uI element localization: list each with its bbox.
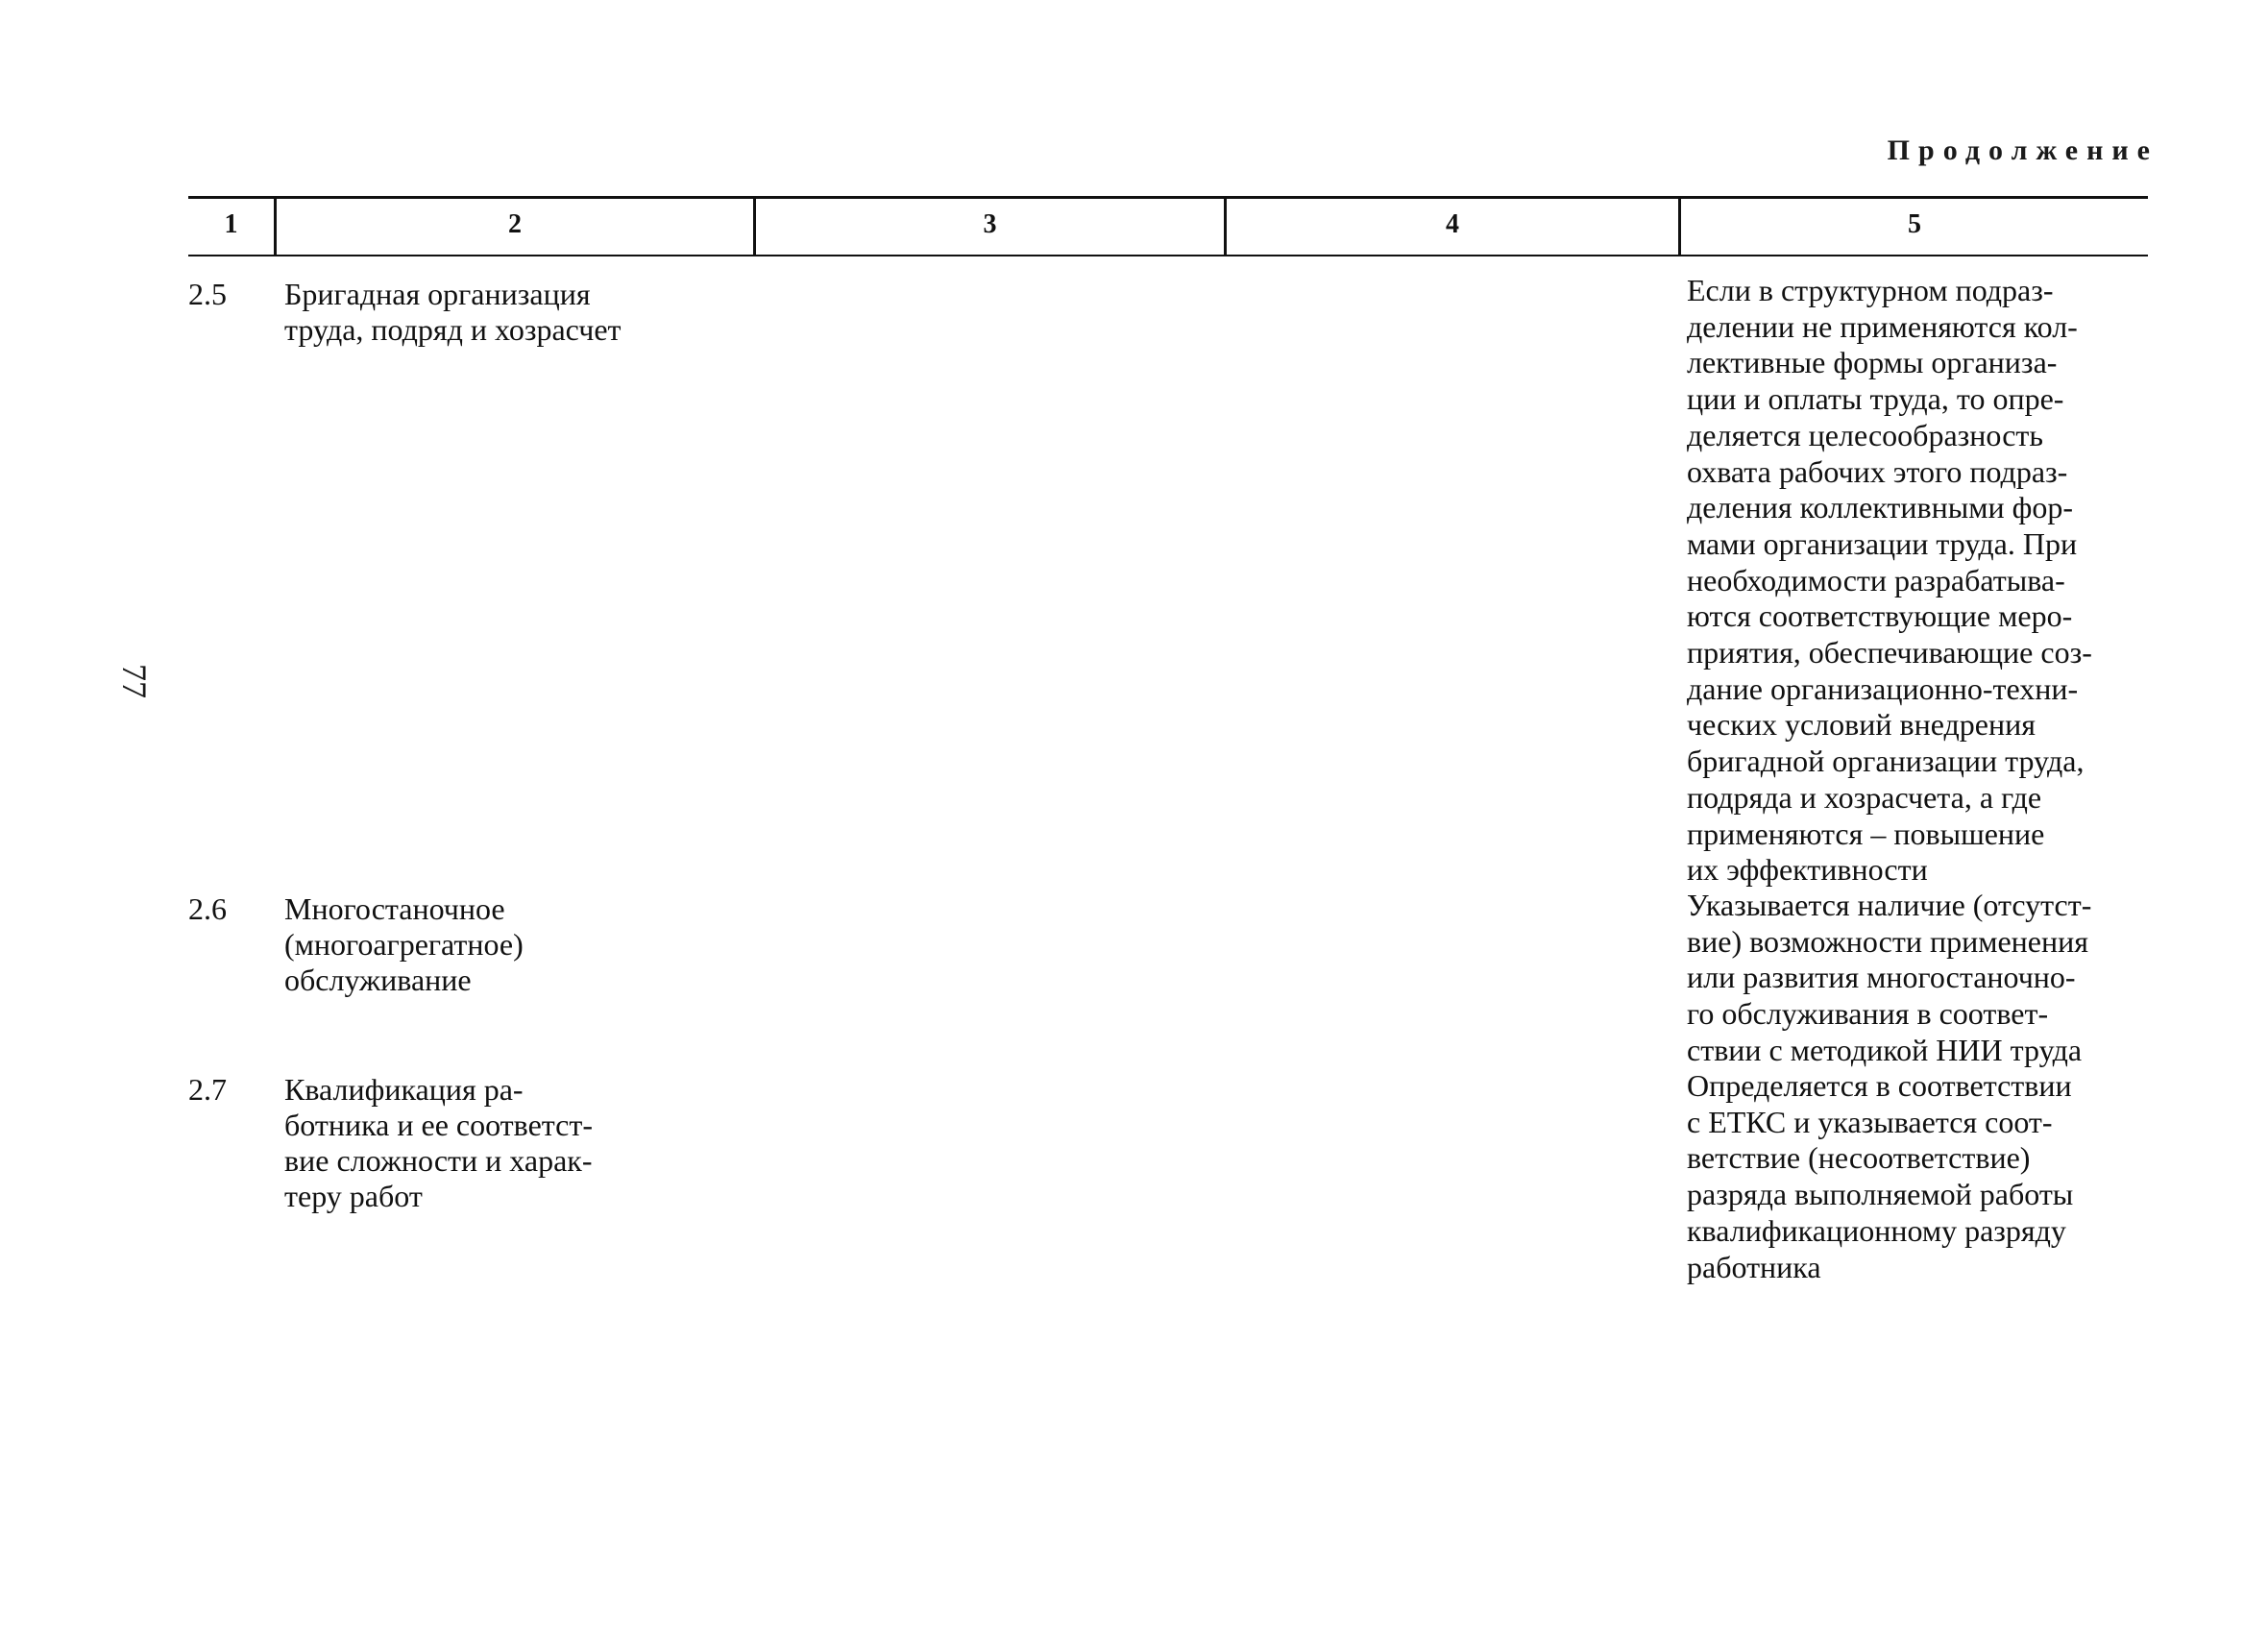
- column-header-4: 4: [1446, 209, 1459, 239]
- row-number: 2.5: [188, 277, 227, 311]
- row-number: 2.7: [188, 1072, 227, 1107]
- table-top-rule: [188, 196, 2148, 199]
- column-header-1: 1: [224, 209, 238, 239]
- column-header-3: 3: [983, 209, 997, 239]
- row-note: Указывается наличие (отсутст- вие) возможности применения или развития многостаночно- го обслуживания в соответ- ствии с методикой НИИ труда: [1687, 888, 2092, 1067]
- table-header-bottom-rule: [188, 255, 2148, 256]
- continuation-label: Продолжение: [1887, 134, 2158, 166]
- row-title: Бригадная организация труда, подряд и хозрасчет: [284, 277, 622, 347]
- column-header-2: 2: [508, 209, 522, 239]
- row-number: 2.6: [188, 891, 227, 926]
- row-title: Многостаночное (многоагрегатное) обслуживание: [284, 891, 524, 997]
- row-note: Если в структурном подраз- делении не применяются кол- лективные формы организа- ции и оплаты труда, то опре- деляется целесообразность охвата рабочих этого подраз- деления коллективными фор- мами организации труда. При необходимости разрабатыва- ются соответствующие меро- приятия, обеспечивающие соз- дание организационно-техни- ческих условий внедрения бригадной организации труда, подряда и хозрасчета, а где применяются – повышение их эффективности: [1687, 273, 2092, 888]
- row-title: Квалификация ра- ботника и ее соответст- вие сложности и харак- теру работ: [284, 1072, 593, 1213]
- row-note: Определяется в соответствии с ЕТКС и указывается соот- ветствие (несоответствие) разряда выполняемой работы квалификационному разряду работника: [1687, 1068, 2074, 1284]
- column-header-5: 5: [1908, 209, 1921, 239]
- page-number: 77: [115, 664, 154, 698]
